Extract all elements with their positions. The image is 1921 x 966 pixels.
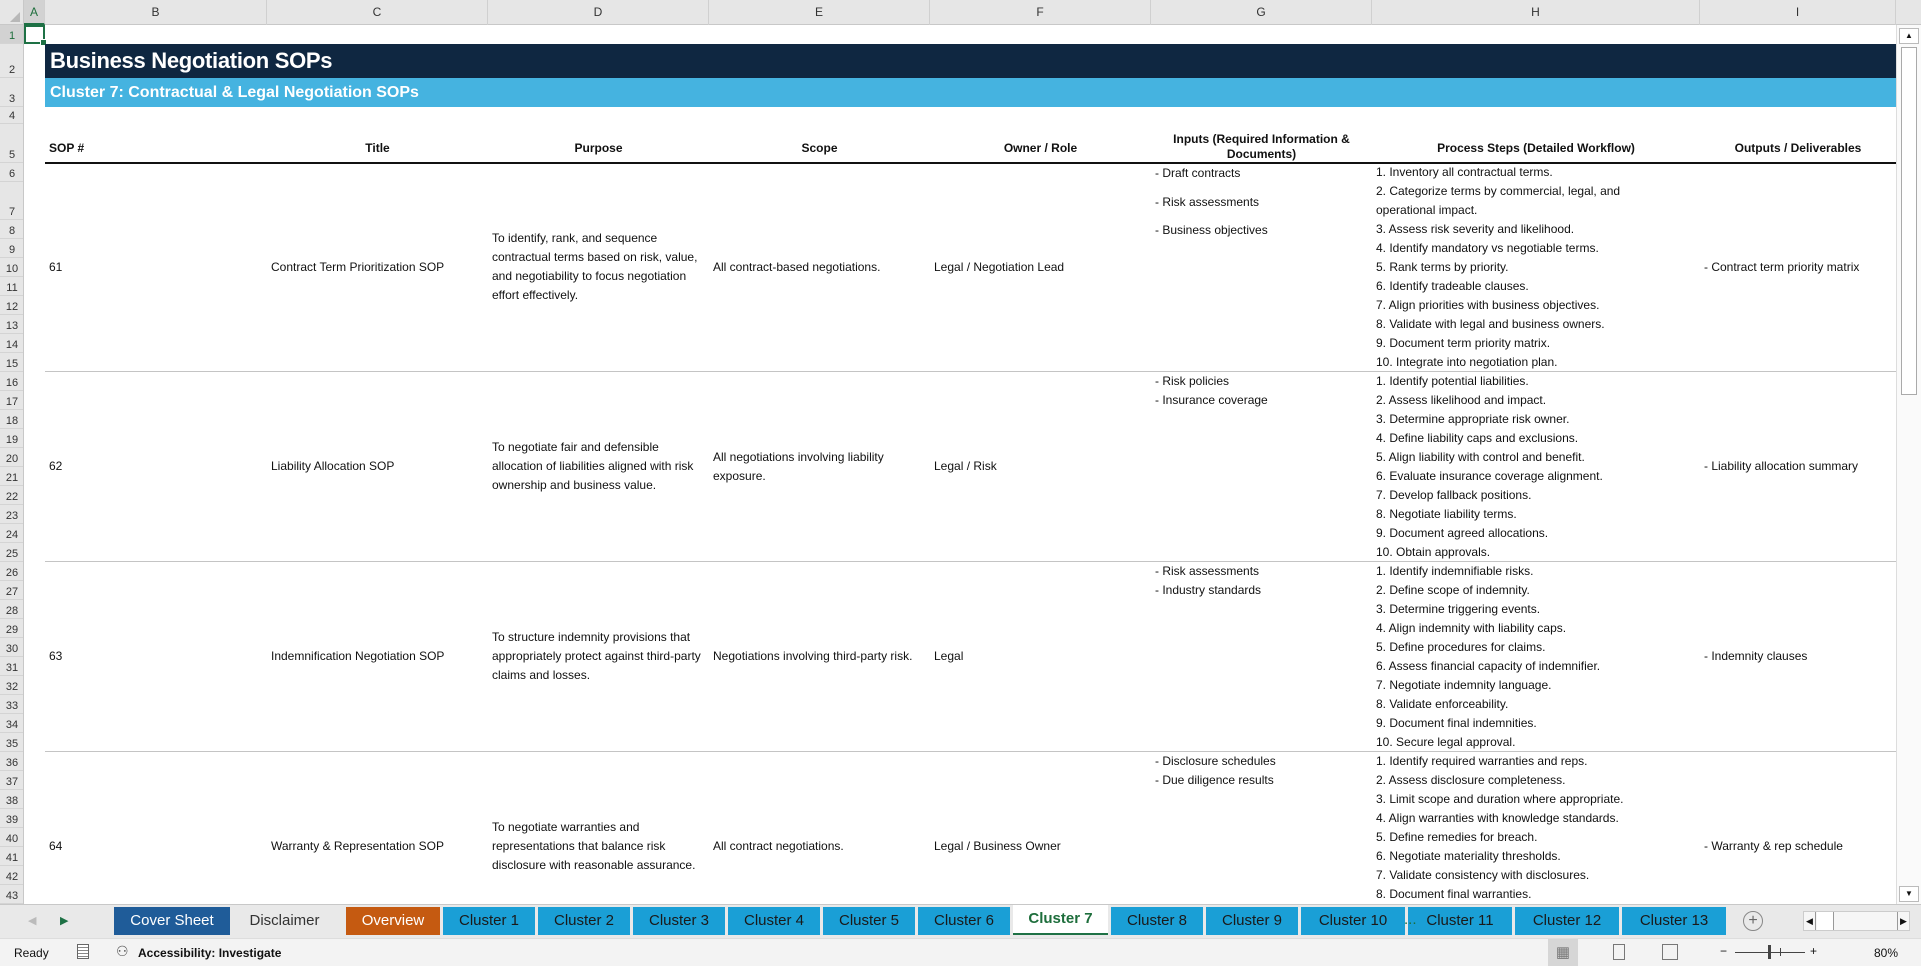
column-header-f[interactable]: F — [930, 0, 1151, 25]
sop-scope-cell[interactable] — [709, 372, 930, 561]
sop-owner-cell[interactable] — [930, 752, 1151, 904]
sop-input-item: - Risk policies — [1155, 374, 1230, 388]
process-step-item: 2. Assess likelihood and impact. — [1376, 393, 1547, 407]
scroll-up-icon[interactable]: ▲ — [1899, 28, 1919, 44]
sop-input-item: - Due diligence results — [1155, 773, 1274, 787]
header-scope: Scope — [801, 141, 838, 155]
sop-output: - Warranty & rep schedule — [1704, 839, 1843, 853]
row-header-32[interactable]: 32 — [0, 676, 24, 695]
row-header-1[interactable]: 1 — [0, 25, 24, 44]
status-bar — [0, 938, 1921, 966]
row-header-17[interactable]: 17 — [0, 391, 24, 410]
column-header-h[interactable]: H — [1372, 0, 1700, 25]
process-step-item: 6. Negotiate materiality thresholds. — [1376, 849, 1561, 863]
process-step-item: 3. Limit scope and duration where appropriate. — [1376, 792, 1624, 806]
sop-title: Indemnification Negotiation SOP — [271, 649, 445, 663]
vertical-scrollbar[interactable] — [1896, 25, 1921, 904]
sop-number-cell[interactable] — [45, 562, 267, 751]
sop-row-62 — [45, 372, 1896, 562]
process-step-list — [1376, 372, 1603, 562]
select-all-button[interactable] — [0, 0, 24, 25]
sheet-tab-cluster-7[interactable]: Cluster 7 — [1013, 905, 1108, 935]
sop-row-63 — [45, 562, 1896, 752]
process-step-item: 1. Identify potential liabilities. — [1376, 374, 1529, 388]
sop-number-cell[interactable] — [45, 372, 267, 561]
sop-output: - Indemnity clauses — [1704, 649, 1808, 663]
sop-input-item: - Disclosure schedules — [1155, 754, 1276, 768]
row-header-37[interactable]: 37 — [0, 771, 24, 790]
sop-title-cell[interactable] — [267, 562, 488, 751]
sheet-tab-cluster-9[interactable]: Cluster 9 — [1206, 907, 1298, 935]
sop-owner: Legal / Risk — [934, 459, 997, 473]
sop-title-cell[interactable] — [267, 752, 488, 904]
column-header-b[interactable]: B — [45, 0, 267, 25]
sop-purpose-cell[interactable] — [488, 163, 709, 371]
column-header-g[interactable]: G — [1151, 0, 1372, 25]
sheet-tab-cluster-2[interactable]: Cluster 2 — [538, 907, 630, 935]
sheet-tab-overview[interactable]: Overview — [346, 907, 440, 935]
row-header-10[interactable]: 10 — [0, 258, 24, 277]
sop-row-61 — [45, 163, 1896, 372]
sop-input-item: - Industry standards — [1155, 583, 1262, 597]
sheet-tab-cluster-3[interactable]: Cluster 3 — [633, 907, 725, 935]
sheet-tab-disclaimer[interactable]: Disclaimer — [233, 907, 336, 935]
sop-output-cell[interactable] — [1700, 752, 1896, 904]
row-header-14[interactable]: 14 — [0, 334, 24, 353]
header-title: Title — [365, 141, 390, 155]
sop-input-cell[interactable] — [1151, 752, 1372, 904]
normal-view-icon[interactable]: ▦ — [1548, 939, 1578, 966]
sop-input-item: - Risk assessments — [1155, 194, 1260, 209]
row-header-4[interactable]: 4 — [0, 107, 24, 124]
page-layout-icon[interactable] — [1613, 944, 1625, 960]
accessibility-icon[interactable]: ⚇ — [116, 943, 129, 959]
sop-owner-cell[interactable] — [930, 562, 1151, 751]
column-header-a[interactable]: A — [24, 0, 45, 25]
process-step-item: 4. Identify mandatory vs negotiable terms. — [1376, 241, 1599, 255]
horizontal-scroll-thumb[interactable] — [1817, 912, 1834, 930]
sop-input-item: - Business objectives — [1155, 223, 1268, 237]
sheet-tab-cluster-13[interactable]: Cluster 13 — [1622, 907, 1726, 935]
sop-scope: Negotiations involving third-party risk. — [713, 649, 913, 663]
process-step-item: 4. Define liability caps and exclusions. — [1376, 431, 1579, 445]
sop-number: 62 — [49, 459, 63, 473]
sop-input-list — [1155, 372, 1268, 410]
process-step-item: 4. Align warranties with knowledge standards. — [1376, 811, 1619, 825]
prev-sheet-icon[interactable]: ◀ — [28, 915, 37, 927]
row-header-40[interactable]: 40 — [0, 828, 24, 847]
header-owner: Owner / Role — [1003, 141, 1078, 155]
process-step-item: 9. Document term priority matrix. — [1376, 336, 1551, 350]
process-step-item: 10. Secure legal approval. — [1376, 735, 1516, 749]
process-step-item: 1. Identify required warranties and reps. — [1376, 754, 1588, 768]
process-step-list — [1376, 163, 1620, 372]
row-header-19[interactable]: 19 — [0, 429, 24, 448]
row-header-16[interactable]: 16 — [0, 372, 24, 391]
process-step-item: 6. Identify tradeable clauses. — [1376, 279, 1529, 293]
worksheet-grid[interactable] — [24, 25, 1896, 904]
sop-input-cell[interactable] — [1151, 163, 1372, 371]
sop-input-cell[interactable] — [1151, 562, 1372, 751]
process-step-item: 4. Align indemnity with liability caps. — [1376, 621, 1567, 635]
sop-owner-cell[interactable] — [930, 163, 1151, 371]
process-step-item: 8. Negotiate liability terms. — [1376, 507, 1517, 521]
process-step-cell[interactable] — [1372, 562, 1700, 751]
row-header-36[interactable]: 36 — [0, 752, 24, 771]
sop-output-cell[interactable] — [1700, 372, 1896, 561]
sop-title: Liability Allocation SOP — [271, 459, 395, 473]
process-step-item: 5. Define remedies for breach. — [1376, 830, 1538, 844]
sop-input-list — [1155, 752, 1276, 790]
header-inputs: Inputs (Required Information & Documents) — [1173, 132, 1350, 161]
row-header-11[interactable]: 11 — [0, 277, 24, 296]
row-header-15[interactable]: 15 — [0, 353, 24, 372]
sheet-tab-cluster-1[interactable]: Cluster 1 — [443, 907, 535, 935]
row-header-31[interactable]: 31 — [0, 657, 24, 676]
scroll-thumb[interactable] — [1901, 47, 1917, 395]
row-header-42[interactable]: 42 — [0, 866, 24, 885]
sheet-title: Business Negotiation SOPs — [45, 44, 1896, 78]
row-header-34[interactable]: 34 — [0, 714, 24, 733]
sop-scope: All contract-based negotiations. — [713, 259, 881, 274]
process-step-item: 2. Assess disclosure completeness. — [1376, 773, 1566, 787]
sop-input-item: - Draft contracts — [1155, 166, 1241, 180]
row-header-26[interactable]: 26 — [0, 562, 24, 581]
sop-title-cell[interactable] — [267, 372, 488, 561]
scroll-left-icon[interactable]: ◀ — [1804, 912, 1816, 930]
process-step-item: 9. Document final indemnities. — [1376, 716, 1537, 730]
row-header-35[interactable]: 35 — [0, 733, 24, 752]
column-header-d[interactable]: D — [488, 0, 709, 25]
add-sheet-button[interactable]: + — [1743, 911, 1763, 931]
zoom-level[interactable]: 80% — [1874, 946, 1899, 960]
row-header-9[interactable]: 9 — [0, 239, 24, 258]
sop-number: 61 — [49, 259, 63, 274]
row-header-39[interactable]: 39 — [0, 809, 24, 828]
sop-output-cell[interactable] — [1700, 562, 1896, 751]
process-step-cell[interactable] — [1372, 752, 1700, 904]
row-header-6[interactable]: 6 — [0, 163, 24, 182]
process-step-item: 6. Evaluate insurance coverage alignment. — [1376, 469, 1603, 483]
row-header-29[interactable]: 29 — [0, 619, 24, 638]
row-header-5[interactable]: 5 — [0, 124, 24, 163]
process-step-item: 3. Determine triggering events. — [1376, 602, 1541, 616]
row-header-23[interactable]: 23 — [0, 505, 24, 524]
process-step-item: 3. Assess risk severity and likelihood. — [1376, 222, 1575, 236]
sheet-tab-cluster-5[interactable]: Cluster 5 — [823, 907, 915, 935]
zoom-100-marker — [1780, 948, 1781, 956]
process-step-cell[interactable] — [1372, 163, 1700, 371]
process-step-item: 7. Validate consistency with disclosures. — [1376, 868, 1590, 882]
zoom-in-button[interactable]: + — [1810, 944, 1818, 958]
row-header-28[interactable]: 28 — [0, 600, 24, 619]
process-step-item: 5. Align liability with control and benefit. — [1376, 450, 1585, 464]
row-header-27[interactable]: 27 — [0, 581, 24, 600]
selected-cell-a1[interactable] — [24, 25, 45, 44]
row-header-33[interactable]: 33 — [0, 695, 24, 714]
process-step-item: 9. Document agreed allocations. — [1376, 526, 1549, 540]
header-process-steps: Process Steps (Detailed Workflow) — [1437, 141, 1635, 155]
process-step-item: 10. Integrate into negotiation plan. — [1376, 355, 1558, 369]
row-header-21[interactable]: 21 — [0, 467, 24, 486]
sop-purpose: To structure indemnity provisions that appropriately protect against third-party claims and losses. — [492, 630, 701, 682]
horizontal-scrollbar[interactable] — [1803, 911, 1910, 931]
sop-input-list — [1155, 163, 1268, 249]
sop-owner: Legal / Business Owner — [934, 839, 1061, 853]
process-step-item: 3. Determine appropriate risk owner. — [1376, 412, 1570, 426]
status-ready: Ready — [14, 946, 49, 960]
column-header-c[interactable]: C — [267, 0, 488, 25]
process-step-item: 5. Define procedures for claims. — [1376, 640, 1546, 654]
sop-purpose-cell[interactable] — [488, 562, 709, 751]
sop-input-cell[interactable] — [1151, 372, 1372, 561]
sop-owner-cell[interactable] — [930, 372, 1151, 561]
row-header-22[interactable]: 22 — [0, 486, 24, 505]
sheet-tab-cluster-10[interactable]: Cluster 10 — [1301, 907, 1405, 935]
sop-title: Contract Term Prioritization SOP — [271, 259, 445, 274]
process-step-item: 1. Inventory all contractual terms. — [1376, 165, 1553, 179]
sop-number: 64 — [49, 839, 63, 853]
sop-output: - Contract term priority matrix — [1704, 259, 1860, 274]
process-step-item: 7. Develop fallback positions. — [1376, 488, 1532, 502]
sheet-tab-cluster-8[interactable]: Cluster 8 — [1111, 907, 1203, 935]
sop-title: Warranty & Representation SOP — [271, 839, 444, 853]
sop-output: - Liability allocation summary — [1704, 459, 1859, 473]
row-header-7[interactable]: 7 — [0, 182, 24, 220]
process-step-item: 2. Categorize terms by commercial, legal, and operational impact. — [1376, 184, 1621, 217]
row-header-24[interactable]: 24 — [0, 524, 24, 543]
sheet-tab-cluster-4[interactable]: Cluster 4 — [728, 907, 820, 935]
process-step-item: 8. Validate with legal and business owners. — [1376, 317, 1605, 331]
row-header-18[interactable]: 18 — [0, 410, 24, 429]
sop-number-cell[interactable] — [45, 163, 267, 371]
sop-row-64 — [45, 752, 1896, 904]
row-header-bar — [0, 25, 24, 904]
sop-purpose-cell[interactable] — [488, 372, 709, 561]
row-header-3[interactable]: 3 — [0, 78, 24, 107]
row-header-43[interactable]: 43 — [0, 885, 24, 904]
sop-number-cell[interactable] — [45, 752, 267, 904]
zoom-out-button[interactable]: − — [1720, 944, 1728, 958]
page-break-icon[interactable] — [1662, 944, 1678, 960]
row-header-38[interactable]: 38 — [0, 790, 24, 809]
sheet-tab-cluster-11[interactable]: Cluster 11 — [1408, 907, 1512, 935]
process-step-cell[interactable] — [1372, 372, 1700, 561]
row-header-41[interactable]: 41 — [0, 847, 24, 866]
sop-purpose: To negotiate warranties and representations that balance risk disclosure with reasonable assurance. — [492, 820, 696, 872]
sop-purpose: To identify, rank, and sequence contractual terms based on risk, value, and negotiability to focus negotiation effort effectively. — [492, 231, 698, 302]
scroll-down-icon[interactable]: ▼ — [1899, 886, 1919, 902]
sheet-tab-cluster-6[interactable]: Cluster 6 — [918, 907, 1010, 935]
sop-scope: All negotiations involving liability exposure. — [713, 449, 884, 483]
sop-scope: All contract negotiations. — [713, 839, 844, 853]
sheet-tab-cover-sheet[interactable]: Cover Sheet — [114, 907, 230, 935]
sop-owner: Legal / Negotiation Lead — [934, 259, 1065, 274]
process-step-list — [1376, 562, 1600, 752]
cluster-subtitle: Cluster 7: Contractual & Legal Negotiation SOPs — [45, 78, 1896, 107]
sop-input-item: - Insurance coverage — [1155, 393, 1268, 407]
sop-owner: Legal — [934, 649, 964, 663]
macro-record-icon[interactable] — [77, 944, 89, 959]
process-step-item: 10. Obtain approvals. — [1376, 545, 1491, 559]
process-step-item: 2. Define scope of indemnity. — [1376, 583, 1530, 597]
row-header-8[interactable]: 8 — [0, 220, 24, 239]
sheet-tab-bar — [0, 904, 1921, 938]
process-step-item: 1. Identify indemnifiable risks. — [1376, 564, 1534, 578]
process-step-item: 7. Negotiate indemnity language. — [1376, 678, 1552, 692]
sop-scope-cell[interactable] — [709, 163, 930, 371]
sop-output-cell[interactable] — [1700, 163, 1896, 371]
scroll-right-icon[interactable]: ▶ — [1897, 912, 1909, 930]
row-header-30[interactable]: 30 — [0, 638, 24, 657]
process-step-item: 8. Validate enforceability. — [1376, 697, 1509, 711]
process-step-item: 8. Document final warranties. — [1376, 887, 1532, 901]
header-purpose: Purpose — [574, 141, 623, 155]
sop-purpose-cell[interactable] — [488, 752, 709, 904]
process-step-item: 7. Align priorities with business objectives. — [1376, 298, 1600, 312]
process-step-list — [1376, 752, 1623, 904]
accessibility-status[interactable]: Accessibility: Investigate — [138, 946, 282, 960]
column-header-i[interactable]: I — [1700, 0, 1896, 25]
row-header-2[interactable]: 2 — [0, 44, 24, 78]
sop-input-item: - Risk assessments — [1155, 564, 1260, 578]
process-step-item: 5. Rank terms by priority. — [1376, 260, 1509, 274]
sop-title-cell[interactable] — [267, 163, 488, 371]
sop-input-list — [1155, 562, 1261, 600]
header-sop-number: SOP # — [49, 141, 85, 155]
sop-purpose: To negotiate fair and defensible allocation of liabilities aligned with risk ownership and business value. — [492, 440, 694, 492]
sheet-tab-cluster-12[interactable]: Cluster 12 — [1515, 907, 1619, 935]
header-outputs: Outputs / Deliverables — [1734, 141, 1862, 155]
row-header-12[interactable]: 12 — [0, 296, 24, 315]
zoom-slider-thumb[interactable] — [1768, 945, 1771, 959]
column-header-bar — [0, 0, 1921, 25]
sop-scope-cell[interactable] — [709, 752, 930, 904]
row-header-13[interactable]: 13 — [0, 315, 24, 334]
row-header-25[interactable]: 25 — [0, 543, 24, 562]
sop-number: 63 — [49, 649, 63, 663]
sop-scope-cell[interactable] — [709, 562, 930, 751]
next-sheet-icon[interactable]: ▶ — [60, 915, 69, 927]
process-step-item: 6. Assess financial capacity of indemnifier. — [1376, 659, 1601, 673]
more-tabs-button[interactable]: ... — [1404, 911, 1417, 928]
column-header-e[interactable]: E — [709, 0, 930, 25]
row-header-20[interactable]: 20 — [0, 448, 24, 467]
